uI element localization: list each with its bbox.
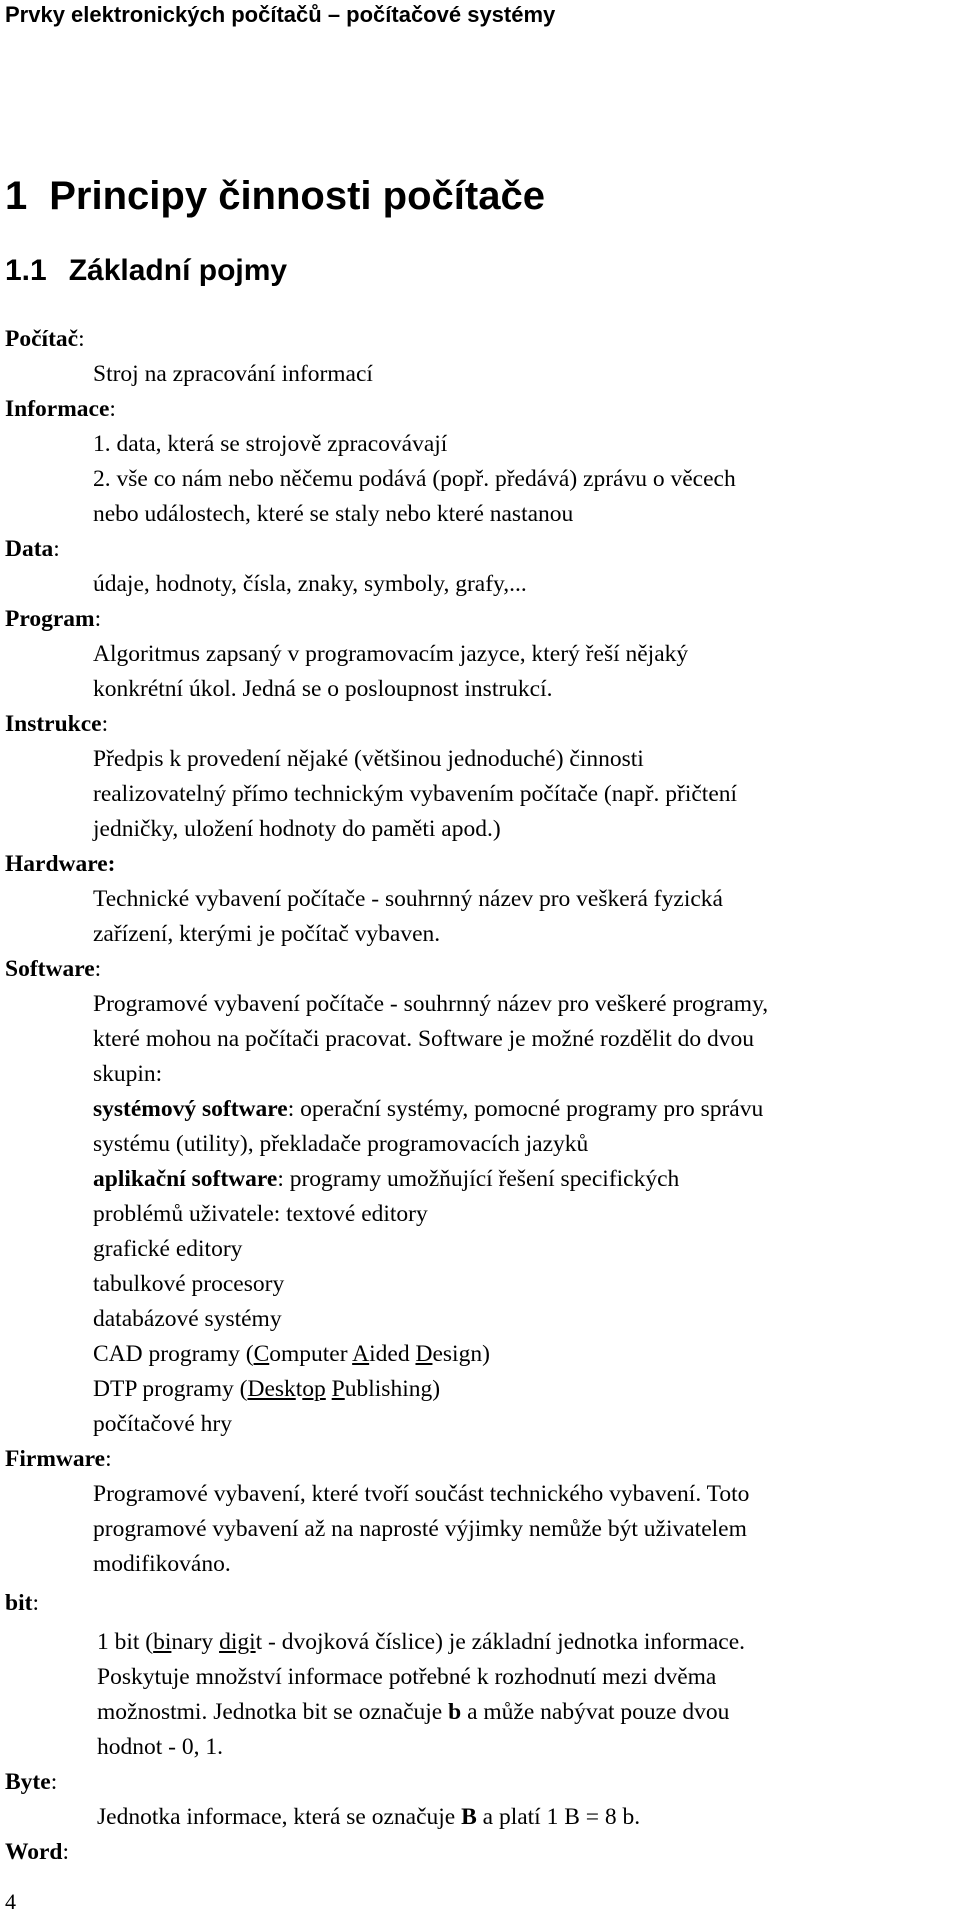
definition-informace-2: 2. vše co nám nebo něčemu podává (popř. předává) zprávu o věcech xyxy=(93,466,736,492)
definition-bit-3: možnostmi. Jednotka bit se označuje b a může nabývat pouze dvou xyxy=(97,1699,730,1725)
glossary xyxy=(5,322,953,1870)
running-header: Prvky elektronických počítačů – počítačové systémy xyxy=(5,2,556,27)
section-number: 1.1 xyxy=(5,254,47,287)
definition-software-1: Programové vybavení počítače - souhrnný název pro veškeré programy, xyxy=(93,991,769,1017)
definition-byte: Jednotka informace, která se označuje B a platí 1 B = 8 b. xyxy=(97,1804,641,1830)
software-systemovy-2: systému (utility), překladače programovacích jazyků xyxy=(93,1131,589,1157)
term-pocitac: Počítač: xyxy=(5,326,85,352)
definition-firmware-1: Programové vybavení, které tvoří součást technického vybavení. Toto xyxy=(93,1481,750,1507)
software-aplikacni-1: aplikační software: programy umožňující řešení specifických xyxy=(93,1166,680,1192)
term-bit: bit: xyxy=(5,1590,39,1616)
definition-informace-1: 1. data, která se strojově zpracovávají xyxy=(93,431,448,457)
chapter-heading xyxy=(5,172,545,220)
software-app-dtp: DTP programy (Desktop Publishing) xyxy=(93,1376,441,1402)
definition-software-2: které mohou na počítači pracovat. Software je možné rozdělit do dvou xyxy=(93,1026,755,1052)
definition-bit-2: Poskytuje množství informace potřebné k rozhodnutí mezi dvěma xyxy=(97,1664,717,1690)
term-instrukce: Instrukce: xyxy=(5,711,109,737)
chapter-number: 1 xyxy=(5,174,28,218)
software-app-databaze: databázové systémy xyxy=(93,1306,282,1332)
software-app-tabulky: tabulkové procesory xyxy=(93,1271,285,1297)
definition-firmware-2: programové vybavení až na naprosté výjimky nemůže být uživatelem xyxy=(93,1516,747,1542)
definition-informace-3: nebo událostech, které se staly nebo které nastanou xyxy=(93,501,574,527)
definition-firmware-3: modifikováno. xyxy=(93,1551,231,1577)
page-number: 4 xyxy=(5,1889,16,1914)
definition-instrukce-2: realizovatelný přímo technickým vybavením počítače (např. přičtení xyxy=(93,781,738,807)
definition-bit-4: hodnot - 0, 1. xyxy=(97,1734,223,1760)
software-aplikacni-2: problémů uživatele: textové editory xyxy=(93,1201,428,1227)
definition-hardware-2: zařízení, kterými je počítač vybaven. xyxy=(93,921,441,947)
term-informace: Informace: xyxy=(5,396,116,422)
section-title: Základní pojmy xyxy=(68,254,288,287)
chapter-title: Principy činnosti počítače xyxy=(49,174,545,218)
definition-hardware-1: Technické vybavení počítače - souhrnný název pro veškerá fyzická xyxy=(93,886,723,912)
definition-data: údaje, hodnoty, čísla, znaky, symboly, grafy,... xyxy=(93,571,527,597)
term-software: Software: xyxy=(5,956,102,982)
definition-instrukce-1: Předpis k provedení nějaké (většinou jednoduché) činnosti xyxy=(93,746,644,772)
software-app-cad: CAD programy (Computer Aided Design) xyxy=(93,1341,490,1367)
section-heading xyxy=(5,252,287,290)
term-byte: Byte: xyxy=(5,1769,58,1795)
term-word: Word: xyxy=(5,1839,69,1865)
software-systemovy-1: systémový software: operační systémy, pomocné programy pro správu xyxy=(93,1096,764,1122)
definition-program-1: Algoritmus zapsaný v programovacím jazyce, který řeší nějaký xyxy=(93,641,689,667)
term-data: Data: xyxy=(5,536,60,562)
definition-instrukce-3: jedničky, uložení hodnoty do paměti apod.) xyxy=(93,816,501,842)
term-firmware: Firmware: xyxy=(5,1446,112,1472)
definition-software-3: skupin: xyxy=(93,1061,163,1087)
software-app-grafika: grafické editory xyxy=(93,1236,243,1262)
term-program: Program: xyxy=(5,606,102,632)
definition-program-2: konkrétní úkol. Jedná se o posloupnost instrukcí. xyxy=(93,676,553,702)
definition-bit-1: 1 bit (binary digit - dvojková číslice) je základní jednotka informace. xyxy=(97,1629,746,1655)
term-hardware: Hardware: xyxy=(5,851,116,877)
definition-pocitac: Stroj na zpracování informací xyxy=(93,361,373,387)
software-app-hry: počítačové hry xyxy=(93,1411,232,1437)
